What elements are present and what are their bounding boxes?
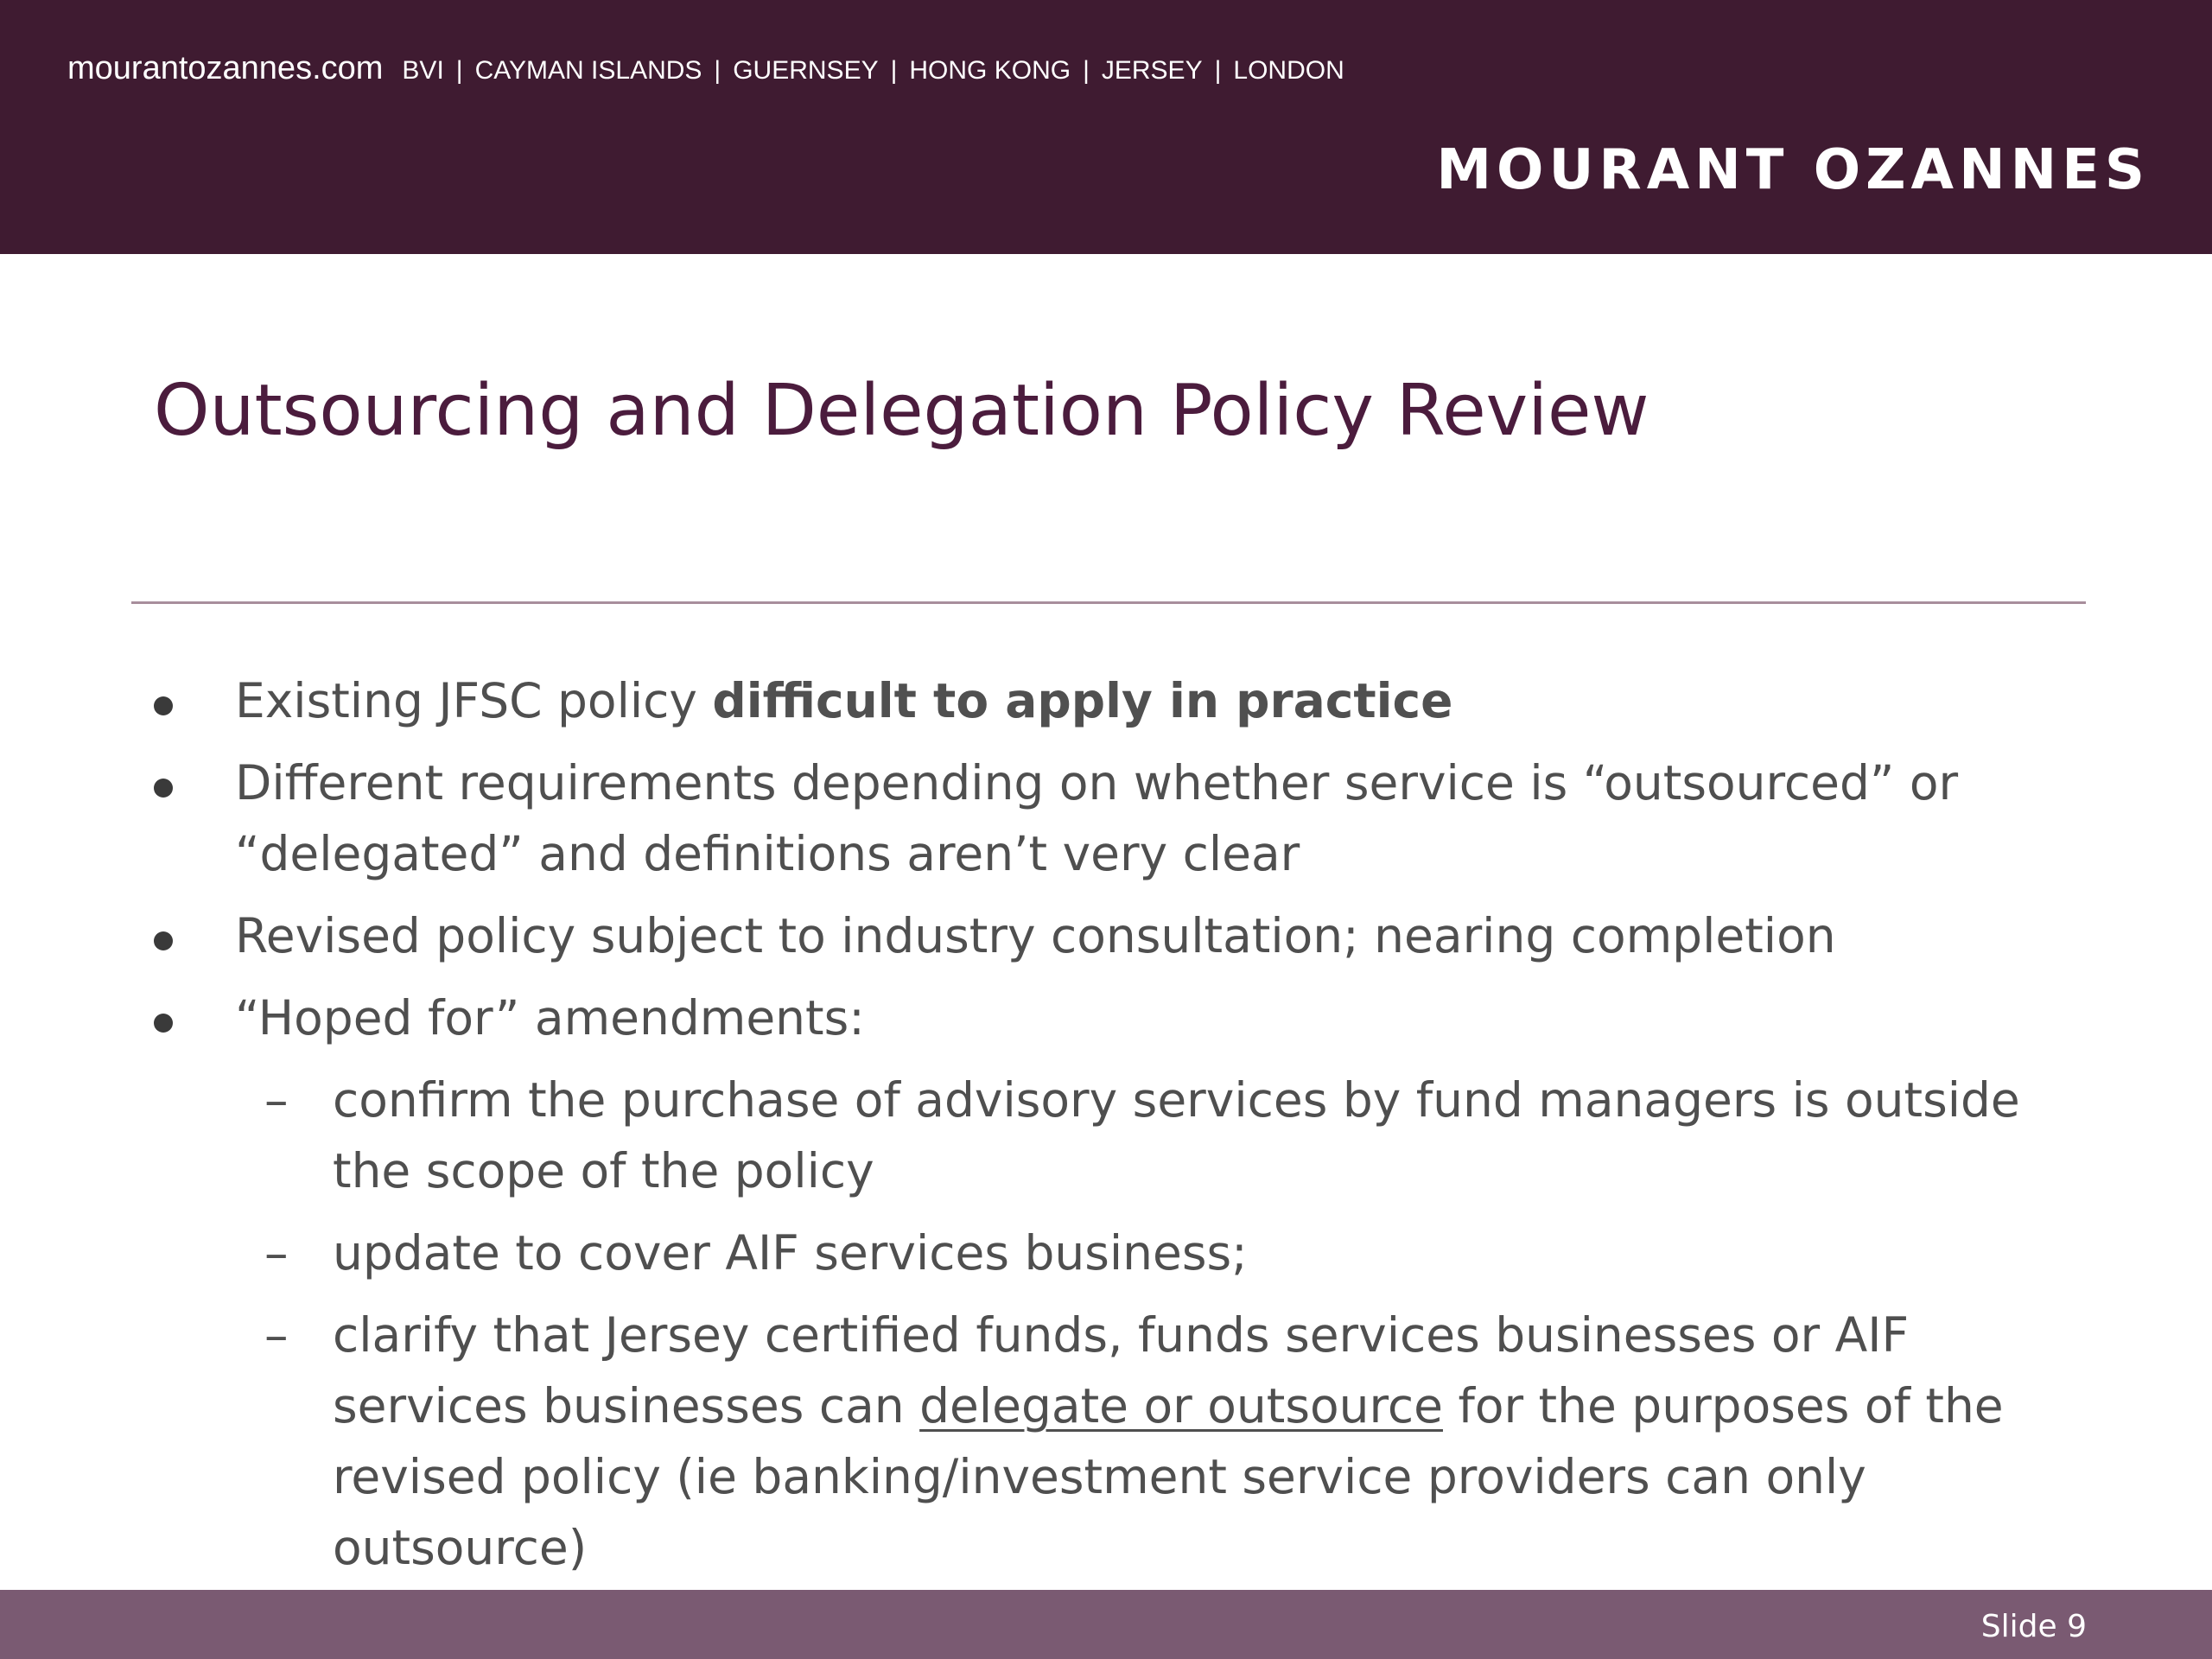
location-cayman-islands[interactable]: CAYMAN ISLANDS (474, 56, 702, 85)
bullet-dot (154, 1014, 173, 1033)
bullet-text-plain: Existing JFSC policy (235, 673, 713, 728)
dash-marker: – (264, 1307, 289, 1363)
location-guernsey[interactable]: GUERNSEY (733, 56, 879, 85)
sub-bullet-text: confirm the purchase of advisory services by fund managers is outside the scope of the policy (333, 1072, 2020, 1198)
slide-number: Slide 9 (1980, 1609, 2087, 1644)
bullet-text: Different requirements depending on whether service is “outsourced” or “delegated” and definitions aren’t very clear (235, 755, 1959, 881)
sub-bullet-text (333, 1300, 2104, 1583)
header-links (67, 50, 1344, 87)
location-jersey[interactable]: JERSEY (1101, 56, 1203, 85)
location-bvi[interactable]: BVI (402, 56, 444, 85)
brand-logo: MOURANT OZANNES (1436, 138, 2150, 202)
sub-bullet-text: update to cover AIF services business; (333, 1225, 1248, 1281)
bullet-dot (154, 779, 173, 798)
dash-marker: – (264, 1225, 289, 1281)
slide-title: Outsourcing and Delegation Policy Review (154, 370, 1649, 452)
sub-bullet-text-plain: clarify that Jersey certified funds, funds services businesses or AIF services businesses can (333, 1307, 1910, 1433)
divider (131, 601, 2086, 604)
location-london[interactable]: LONDON (1233, 56, 1344, 85)
location-list (402, 56, 1344, 86)
separator: | (1083, 56, 1090, 85)
separator: | (714, 56, 721, 85)
header-bar (0, 0, 2212, 254)
site-link[interactable]: mourantozannes.com (67, 50, 384, 86)
sub-bullet-text-plain: for the purposes of the revised policy (ie banking/investment service providers can only outsource) (333, 1378, 2004, 1575)
bullet-dot (154, 696, 173, 715)
separator: | (455, 56, 463, 85)
bullet-text-bold: difficult to apply in practice (712, 673, 1453, 728)
bullet-dot (154, 931, 173, 950)
separator: | (1214, 56, 1222, 85)
sub-bullet-text-underlined: delegate or outsource (919, 1378, 1443, 1433)
footer-bar (0, 1590, 2212, 1659)
bullet-text (235, 665, 2093, 736)
bullet-text: Revised policy subject to industry consultation; nearing completion (235, 908, 1836, 963)
separator: | (890, 56, 898, 85)
bullet-text: “Hoped for” amendments: (235, 990, 865, 1046)
location-hong-kong[interactable]: HONG KONG (909, 56, 1071, 85)
dash-marker: – (264, 1072, 289, 1128)
